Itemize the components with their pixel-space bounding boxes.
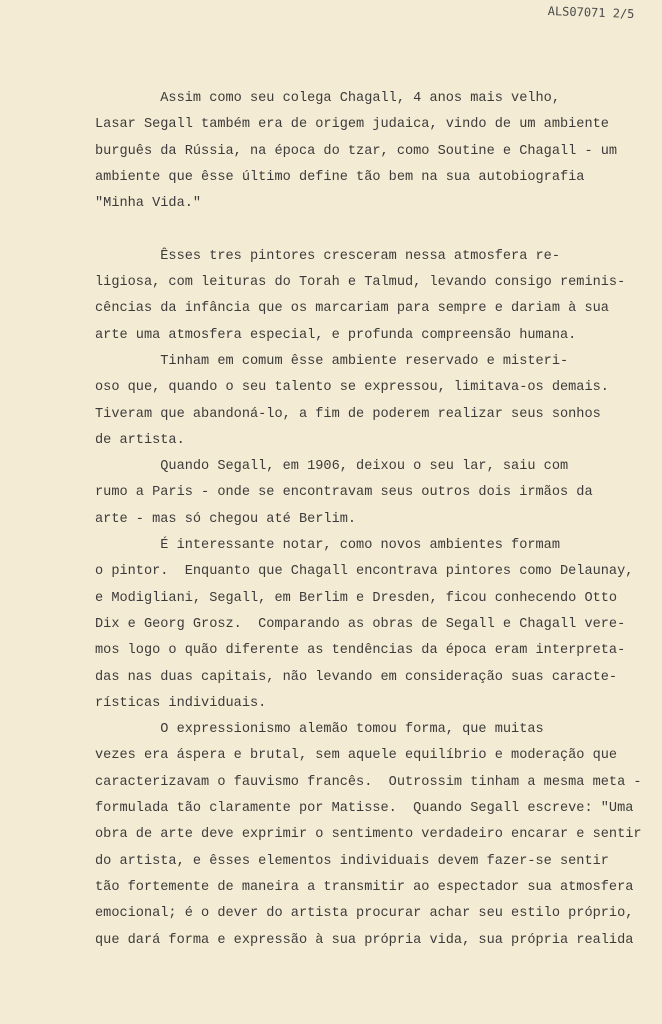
text-line: de artista. [95, 432, 185, 448]
text-line: É interessante notar, como novos ambientes formam [95, 538, 560, 554]
text-line: tão fortemente de maneira a transmitir ao espectador sua atmosfera [95, 879, 634, 895]
text-line: Lasar Segall também era de origem judaica, vindo de um ambiente [95, 117, 609, 133]
text-line: Dix e Georg Grosz. Comparando as obras de Segall e Chagall vere- [95, 616, 626, 632]
text-line: Tinham em comum êsse ambiente reservado e misteri- [95, 353, 569, 369]
archive-id-stamp: ALS07071 2/5 [547, 4, 635, 22]
text-line: do artista, e êsses elementos individuais devem fazer-se sentir [95, 853, 609, 869]
paragraph [95, 533, 655, 717]
text-line: Quando Segall, em 1906, deixou o seu lar, saiu com [95, 459, 569, 475]
text-line: e Modigliani, Segall, em Berlim e Dresden, ficou conhecendo Otto [95, 590, 618, 606]
text-line: Êsses tres pintores cresceram nessa atmosfera re- [95, 248, 560, 264]
text-line: burguês da Rússia, na época do tzar, como Soutine e Chagall - um [95, 143, 618, 159]
text-line: ambiente que êsse último define tão bem na sua autobiografia [95, 169, 585, 185]
text-line: "Minha Vida." [95, 196, 202, 212]
text-line: ligiosa, com leituras do Torah e Talmud, levando consigo reminis- [95, 275, 626, 291]
text-line: caracterizavam o fauvismo francês. Outrossim tinham a mesma meta - [95, 774, 642, 790]
text-line: cências da infância que os marcariam para sempre e dariam à sua [95, 301, 609, 317]
text-line: mos logo o quão diferente as tendências da época eram interpreta- [95, 643, 626, 659]
text-line: arte - mas só chegou até Berlim. [95, 511, 357, 527]
text-line: que dará forma e expressão à sua própria vida, sua própria realida [95, 932, 634, 948]
paragraph [95, 717, 655, 954]
paragraph [95, 86, 655, 217]
paragraph [95, 349, 655, 454]
text-line: Tiveram que abandoná-lo, a fim de poderem realizar seus sonhos [95, 406, 601, 422]
text-line: emocional; é o dever do artista procurar achar seu estilo próprio, [95, 906, 634, 922]
document-body [95, 86, 655, 954]
paragraph [95, 244, 655, 349]
text-line: rísticas individuais. [95, 695, 267, 711]
text-line: rumo a Paris - onde se encontravam seus outros dois irmãos da [95, 485, 593, 501]
text-line: o pintor. Enquanto que Chagall encontrava pintores como Delaunay, [95, 564, 634, 580]
text-line: arte uma atmosfera especial, e profunda compreensão humana. [95, 327, 577, 343]
text-line: formulada tão claramente por Matisse. Quando Segall escreve: "Uma [95, 801, 634, 817]
text-line: obra de arte deve exprimir o sentimento verdadeiro encarar e sentir [95, 827, 642, 843]
paragraph-gap [95, 217, 655, 243]
text-line: Assim como seu colega Chagall, 4 anos mais velho, [95, 91, 560, 106]
paragraph [95, 454, 655, 533]
text-line: oso que, quando o seu talento se expressou, limitava-os demais. [95, 380, 609, 396]
text-line: O expressionismo alemão tomou forma, que muitas [95, 722, 544, 738]
text-line: das nas duas capitais, não levando em consideração suas caracte- [95, 669, 618, 685]
text-line: vezes era áspera e brutal, sem aquele equilíbrio e moderação que [95, 748, 618, 764]
